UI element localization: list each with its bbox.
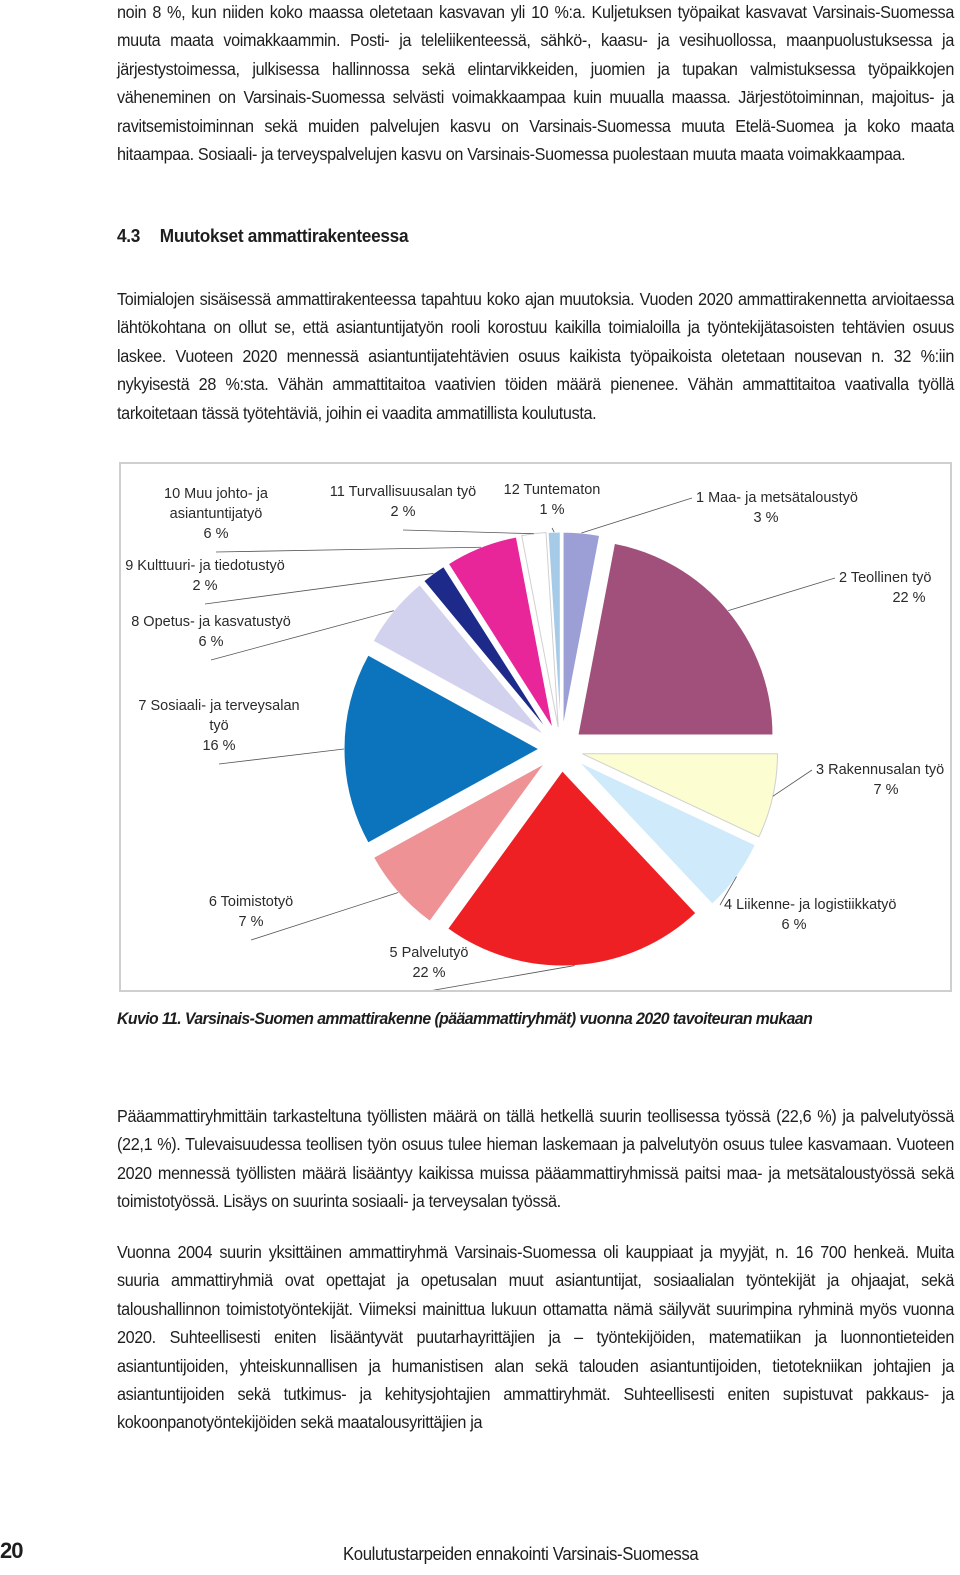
slice-label-10: 10 Muu johto- ja asiantuntijatyö 6 % <box>164 486 268 542</box>
slice-label-1: 1 Maa- ja metsätaloustyö 3 % <box>696 490 858 526</box>
leader-line-12 <box>552 528 554 532</box>
section-number: 4.3 <box>117 225 141 246</box>
body-paragraph-1: Pääammattiryhmittäin tarkasteltuna työllisten määrä on tällä hetkellä suurin teollisessa työssä (22,6 %) ja palvelutyössä (22,1 %). Tulevaisuudessa teollisen työn osuus tulee hieman laskemaan ja palvelutyön osuus tulee kasvamaan. Vuoteen 2020 mennessä työllisten määrä lisääntyy kaikissa muissa pääammattiryhmissä paitsi maa- ja metsätaloustyössä sekä toimistotyössä. Lisäys on suurinta sosiaali- ja terveysalan työssä. <box>117 1106 954 1212</box>
section-title: Muutokset ammattirakenteessa <box>159 225 409 246</box>
leader-line-2 <box>728 578 835 611</box>
slice-label-3: 3 Rakennusalan työ 7 % <box>816 762 945 798</box>
pie-chart-figure <box>119 462 952 992</box>
slice-label-4: 4 Liikenne- ja logistiikkatyö 6 % <box>724 897 897 933</box>
slice-label-9: 9 Kulttuuri- ja tiedotustyö 2 % <box>125 558 285 594</box>
leader-line-9 <box>205 573 433 604</box>
leader-line-11 <box>403 530 534 534</box>
slice-label-5: 5 Palvelutyö 22 % <box>389 945 469 981</box>
slice-label-6: 6 Toimistotyö 7 % <box>208 894 294 930</box>
leader-line-7 <box>219 749 344 764</box>
section-paragraph: Toimialojen sisäisessä ammattirakenteessa tapahtuu koko ajan muutoksia. Vuoden 2020 ammattirakennetta arvioitaessa lähtökohtana on ollut se, että asiantuntijatyön rooli korostuu kaikilla toimialoilla ja työntekijätasoisten tehtävien osuus laskee. Vuoteen 2020 mennessä asiantuntijatehtävien osuus kaikista työpaikoista oletetaan nousevan n. 32 %:iin nykyisestä 28 %:sta. Vähän ammattitaitoa vaativien töiden määrä pienenee. Vähän ammattitaitoa vaativalla työllä tarkoitetaan tässä työtehtäviä, joihin ei vaadita ammatillista koulutusta. <box>117 289 954 423</box>
slice-label-8: 8 Opetus- ja kasvatustyö 6 % <box>131 614 291 650</box>
leader-line-10 <box>216 547 481 552</box>
pie-slice-2 <box>578 543 773 735</box>
section-heading <box>117 225 408 247</box>
slice-label-2: 2 Teollinen työ 22 % <box>839 570 932 606</box>
slice-label-7: 7 Sosiaali- ja terveysalan työ 16 % <box>138 698 300 754</box>
leader-line-3 <box>773 770 812 796</box>
body-paragraph-2: Vuonna 2004 suurin yksittäinen ammattiryhmä Varsinais-Suomessa oli kauppiaat ja myyjät, n. 16 700 henkeä. Muita suuria ammattiryhmiä ovat opettajat ja opetusalan muut asiantuntijat, sosiaalialan työntekijät ja ohjaajat, sekä taloushallinnon toimistotyöntekijät. Viimeksi mainittua lukuun ottamatta nämä säilyvät suurimpina ryhminä myös vuonna 2020. Suhteellisesti eniten lisääntyvät puutarhayrittäjien ja – työntekijöiden, matematiikan ja luonnontieteiden asiantuntijoiden, yhteiskunnallisen ja humanistisen alan sekä talouden asiantuntijoiden, tietotekniikan johtajien ja asiantuntijoiden sekä tutkimus- ja kehitysjohtajien ammattiryhmät. Suhteellisesti eniten supistuvat pakkaus- ja kokoonpanotyöntekijöiden sekä maatalousyrittäjien ja <box>117 1242 954 1433</box>
leader-line-5 <box>429 966 575 990</box>
page-number: 20 <box>0 1538 23 1563</box>
figure-caption: Kuvio 11. Varsinais-Suomen ammattirakenne (pääammattiryhmät) vuonna 2020 tavoiteuran mukaan <box>117 1009 813 1028</box>
leader-line-1 <box>581 498 692 533</box>
pie-chart <box>121 464 950 990</box>
footer-title: Koulutustarpeiden ennakointi Varsinais-Suomessa <box>343 1544 699 1564</box>
slice-label-12: 12 Tuntematon 1 % <box>503 482 601 518</box>
slice-label-11: 11 Turvallisuusalan työ 2 % <box>329 484 477 520</box>
intro-paragraph: noin 8 %, kun niiden koko maassa oletetaan kasvavan yli 10 %:a. Kuljetuksen työpaikat kasvavat Varsinais-Suomessa muuta maata voimakkaammin. Posti- ja teleliikenteessä, sähkö-, kaasu- ja vesihuollossa, maanpuolustuksessa ja järjestystoimessa, julkisessa hallinnossa sekä elintarvikkeiden, juomien ja tupakan valmistuksessa työpaikkojen väheneminen on Varsinais-Suomessa selvästi voimakkaampaa kuin muualla maassa. Järjestötoiminnan, majoitus- ja ravitsemistoiminnan sekä muiden palvelujen kasvu on Varsinais-Suomessa muuta Etelä-Suomea ja koko maata hitaampaa. Sosiaali- ja terveyspalvelujen kasvu on Varsinais-Suomessa puolestaan muuta maata voimakkaampaa. <box>117 2 954 165</box>
